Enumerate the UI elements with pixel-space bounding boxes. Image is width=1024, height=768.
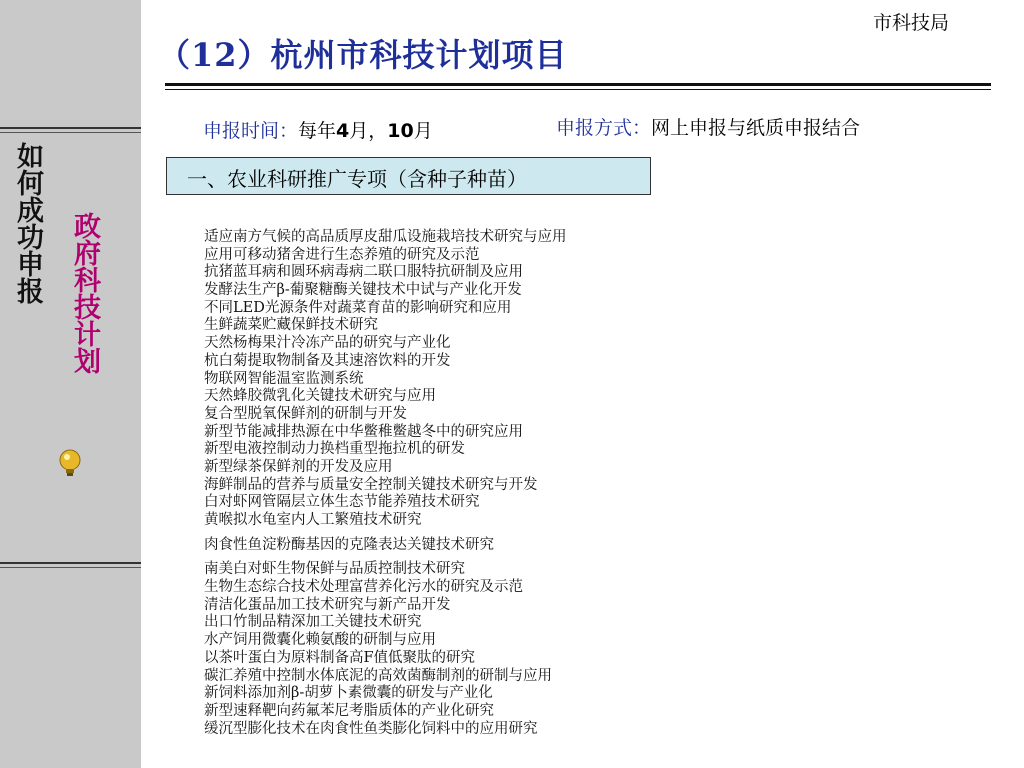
application-time-suffix: 月 bbox=[413, 120, 433, 142]
project-list-item: 应用可移动猪舍进行生态养殖的研究及示范 bbox=[204, 246, 480, 263]
title-rule-thick bbox=[165, 83, 991, 86]
project-list-item: 碳汇养殖中控制水体底泥的高效菌酶制剂的研制与应用 bbox=[204, 667, 552, 684]
section-heading: 一、农业科研推广专项（含种子种苗） bbox=[187, 167, 527, 191]
application-time-month-1: 4 bbox=[336, 120, 350, 142]
application-method bbox=[556, 113, 860, 140]
application-time-separator: 月， bbox=[349, 120, 388, 142]
sidebar-divider-top-thin bbox=[0, 132, 141, 133]
project-list-item: 黄喉拟水龟室内人工繁殖技术研究 bbox=[204, 512, 422, 528]
project-list-item: 出口竹制品精深加工关键技术研究 bbox=[204, 614, 422, 631]
project-list-item: 海鲜制品的营养与质量安全控制关键技术研究与开发 bbox=[204, 476, 538, 493]
sidebar-divider-top bbox=[0, 127, 141, 129]
project-list-item: 复合型脱氧保鲜剂的研制与开发 bbox=[204, 405, 407, 422]
section-heading-box bbox=[166, 157, 651, 195]
page-title: （12）杭州市科技计划项目 bbox=[158, 36, 568, 74]
project-list-item: 生鲜蔬菜贮藏保鲜技术研究 bbox=[204, 317, 378, 334]
project-list-item: 肉食性鱼淀粉酶基因的克隆表达关键技术研究 bbox=[204, 536, 494, 553]
project-list-item: 生物生态综合技术处理富营养化污水的研究及示范 bbox=[204, 579, 523, 596]
sidebar-vertical-text-secondary: 政府科技计划 bbox=[69, 212, 100, 374]
application-time-month-2: 10 bbox=[387, 120, 414, 142]
project-list bbox=[204, 229, 567, 738]
organization-label: 市科技局 bbox=[873, 12, 950, 34]
sidebar bbox=[0, 0, 141, 768]
project-list-item: 发酵法生产β-葡聚糖酶关键技术中试与产业化开发 bbox=[204, 282, 522, 299]
application-method-label: 申报方式： bbox=[556, 117, 652, 139]
project-list-item: 天然蜂胶微乳化关键技术研究与应用 bbox=[204, 388, 436, 405]
project-list-item: 以茶叶蛋白为原料制备高F值低聚肽的研究 bbox=[204, 649, 476, 666]
sidebar-divider-bottom bbox=[0, 562, 141, 564]
application-time bbox=[203, 116, 433, 143]
application-time-prefix: 每年 bbox=[298, 120, 337, 142]
project-list-item: 白对虾网管隔层立体生态节能养殖技术研究 bbox=[204, 494, 480, 511]
project-list-item: 南美白对虾生物保鲜与品质控制技术研究 bbox=[204, 561, 465, 578]
project-list-item: 水产饲用微囊化赖氨酸的研制与应用 bbox=[204, 632, 436, 649]
project-list-item: 适应南方气候的高品质厚皮甜瓜设施栽培技术研究与应用 bbox=[204, 229, 567, 245]
application-method-value: 网上申报与纸质申报结合 bbox=[651, 117, 861, 139]
project-list-item: 杭白菊提取物制备及其速溶饮料的开发 bbox=[204, 352, 451, 369]
project-list-item: 新型速释靶向药氟苯尼考脂质体的产业化研究 bbox=[204, 702, 494, 719]
project-list-item: 不同LED光源条件对蔬菜育苗的影响研究和应用 bbox=[204, 299, 512, 316]
project-list-item: 缓沉型膨化技术在肉食性鱼类膨化饲料中的应用研究 bbox=[204, 720, 538, 737]
project-list-item: 抗猪蓝耳病和圆环病毒病二联口服特抗研制及应用 bbox=[204, 264, 523, 281]
project-list-item: 新型绿茶保鲜剂的开发及应用 bbox=[204, 458, 393, 475]
application-time-label: 申报时间： bbox=[203, 120, 299, 142]
sidebar-vertical-text-primary: 如何成功申报 bbox=[12, 142, 43, 304]
title-rule-thin bbox=[165, 89, 991, 90]
project-list-item: 新型节能减排热源在中华鳖稚鳖越冬中的研究应用 bbox=[204, 423, 523, 440]
project-list-item: 物联网智能温室监测系统 bbox=[204, 370, 364, 387]
project-list-item: 新型电液控制动力换档重型拖拉机的研发 bbox=[204, 441, 465, 458]
project-list-item: 新饲料添加剂β-胡萝卜素微囊的研发与产业化 bbox=[204, 685, 493, 702]
lightbulb-icon bbox=[57, 448, 83, 480]
sidebar-divider-bottom-thin bbox=[0, 567, 141, 568]
project-list-item: 清洁化蛋品加工技术研究与新产品开发 bbox=[204, 596, 451, 613]
project-list-item: 天然杨梅果汁冷冻产品的研究与产业化 bbox=[204, 335, 451, 352]
